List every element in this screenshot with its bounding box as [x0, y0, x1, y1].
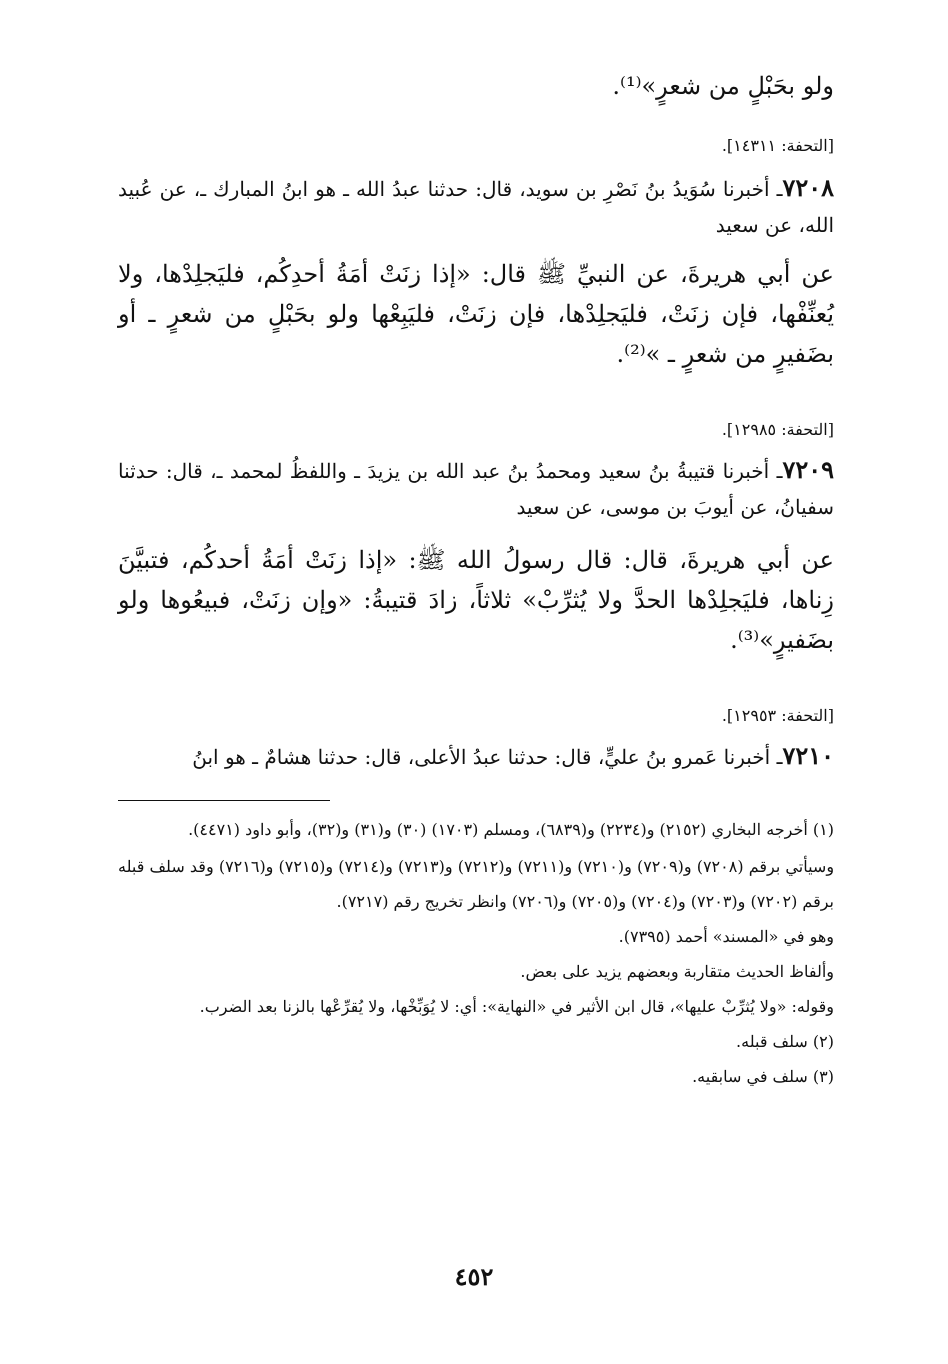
- tuhfa-ref-2: [التحفة: ١٢٩٨٥].: [721, 420, 834, 439]
- hadith-number: ٧٢٠٩: [782, 455, 834, 484]
- footnote-2: (٢) سلف قبله.: [736, 1032, 834, 1051]
- tuhfa-ref-1: [التحفة: ١٤٣١١].: [721, 136, 834, 155]
- tuhfa-ref-3: [التحفة: ١٢٩٥٣].: [721, 706, 834, 725]
- footnote-1: (١) أخرجه البخاري (٢١٥٢) و(٢٢٣٤) و(٦٨٣٩)، ومسلم (١٧٠٣) (٣٠) و(٣١) و(٣٢)، وأبو داود (٤٤٧١). وسيأتي برقم (٧٢٠٨) و(٧٢٠٩) و(٧٢١٠) و(٧٢١١) و(٧٢١٢) و(٧٢١٣) و(٧٢١٤) و(٧٢١٥) و(٧٢١٦) وقد سلف قبله برقم (٧٢٠٢) و(٧٢٠٣) و(٧٢٠٤) و(٧٢٠٥) و(٧٢٠٦) وانظر تخريج رقم (٧٢١٧). وهو في «المسند» أحمد (٧٣٩٥). وألفاظ الحديث متقاربة وبعضهم يزيد على بعض. وقوله: «ولا يُثرِّبْ عليها»، قال ابن الأثير في «النهاية»: أي: لا يُوَبِّخْها، ولا يُقرِّعْها بالزنا بعد الضرب. (٢) سلف قبله. (٣) سلف في سابقيه.: [118, 812, 834, 1094]
- footnote-divider: [118, 800, 330, 801]
- hadith-7209-isnad: ٧٢٠٩ـ أخبرنا قتيبةُ بنُ سعيد ومحمدُ بنُ عبد الله بن يزيدَ ـ واللفظُ لمحمد ـ، قال: حدثنا سفيانُ، عن أيوبَ بن موسى، عن سعيد: [118, 455, 834, 519]
- hadith-number: ٧٢٠٨: [782, 173, 834, 202]
- page-number: ٤٥٢: [454, 1262, 494, 1291]
- hadith-7208-matn: عن أبي هريرةَ، عن النبيِّ ﷺ قال: «إذا زنَتْ أمَةُ أحدِكُم، فليَجلِدْها، ولا يُعنِّفْها، فإن زنَتْ، فليَجلِدْها، فإن زنَتْ، فليَبِعْها ولو بحَبْلٍ من شعرٍ ـ أو بضَفيرٍ من شعرٍ ـ »⁽²⁾.: [118, 260, 834, 368]
- hadith-number: ٧٢١٠: [782, 741, 834, 770]
- hadith-7210-isnad: ٧٢١٠ـ أخبرنا عَمرو بنُ عليٍّ، قال: حدثنا عبدُ الأعلى، قال: حدثنا هشامٌ ـ هو ابنُ: [192, 741, 834, 770]
- hadith-7208-isnad: ٧٢٠٨ـ أخبرنا سُوَيدُ بنُ نَصْرِ بن سويد، قال: حدثنا عبدُ الله ـ هو ابنُ المبارك ـ، عن عُبيد الله، عن سعيد: [118, 173, 834, 237]
- footnote-3: (٣) سلف في سابقيه.: [692, 1067, 834, 1086]
- hadith-7209-matn: عن أبي هريرةَ، قال: قال رسولُ الله ﷺ: «إذا زنَتْ أمَةُ أحدكُم، فتبيَّنَ زِناها، فليَجلِدْها الحدَّ ولا يُثرِّبْ» ثلاثاً، زادَ قتيبةُ: «وإن زنَتْ، فبيعُوها ولو بضَفيرٍ»⁽³⁾.: [118, 546, 834, 654]
- continuation-line: ولو بحَبْلٍ من شعرٍ»⁽¹⁾.: [612, 72, 834, 100]
